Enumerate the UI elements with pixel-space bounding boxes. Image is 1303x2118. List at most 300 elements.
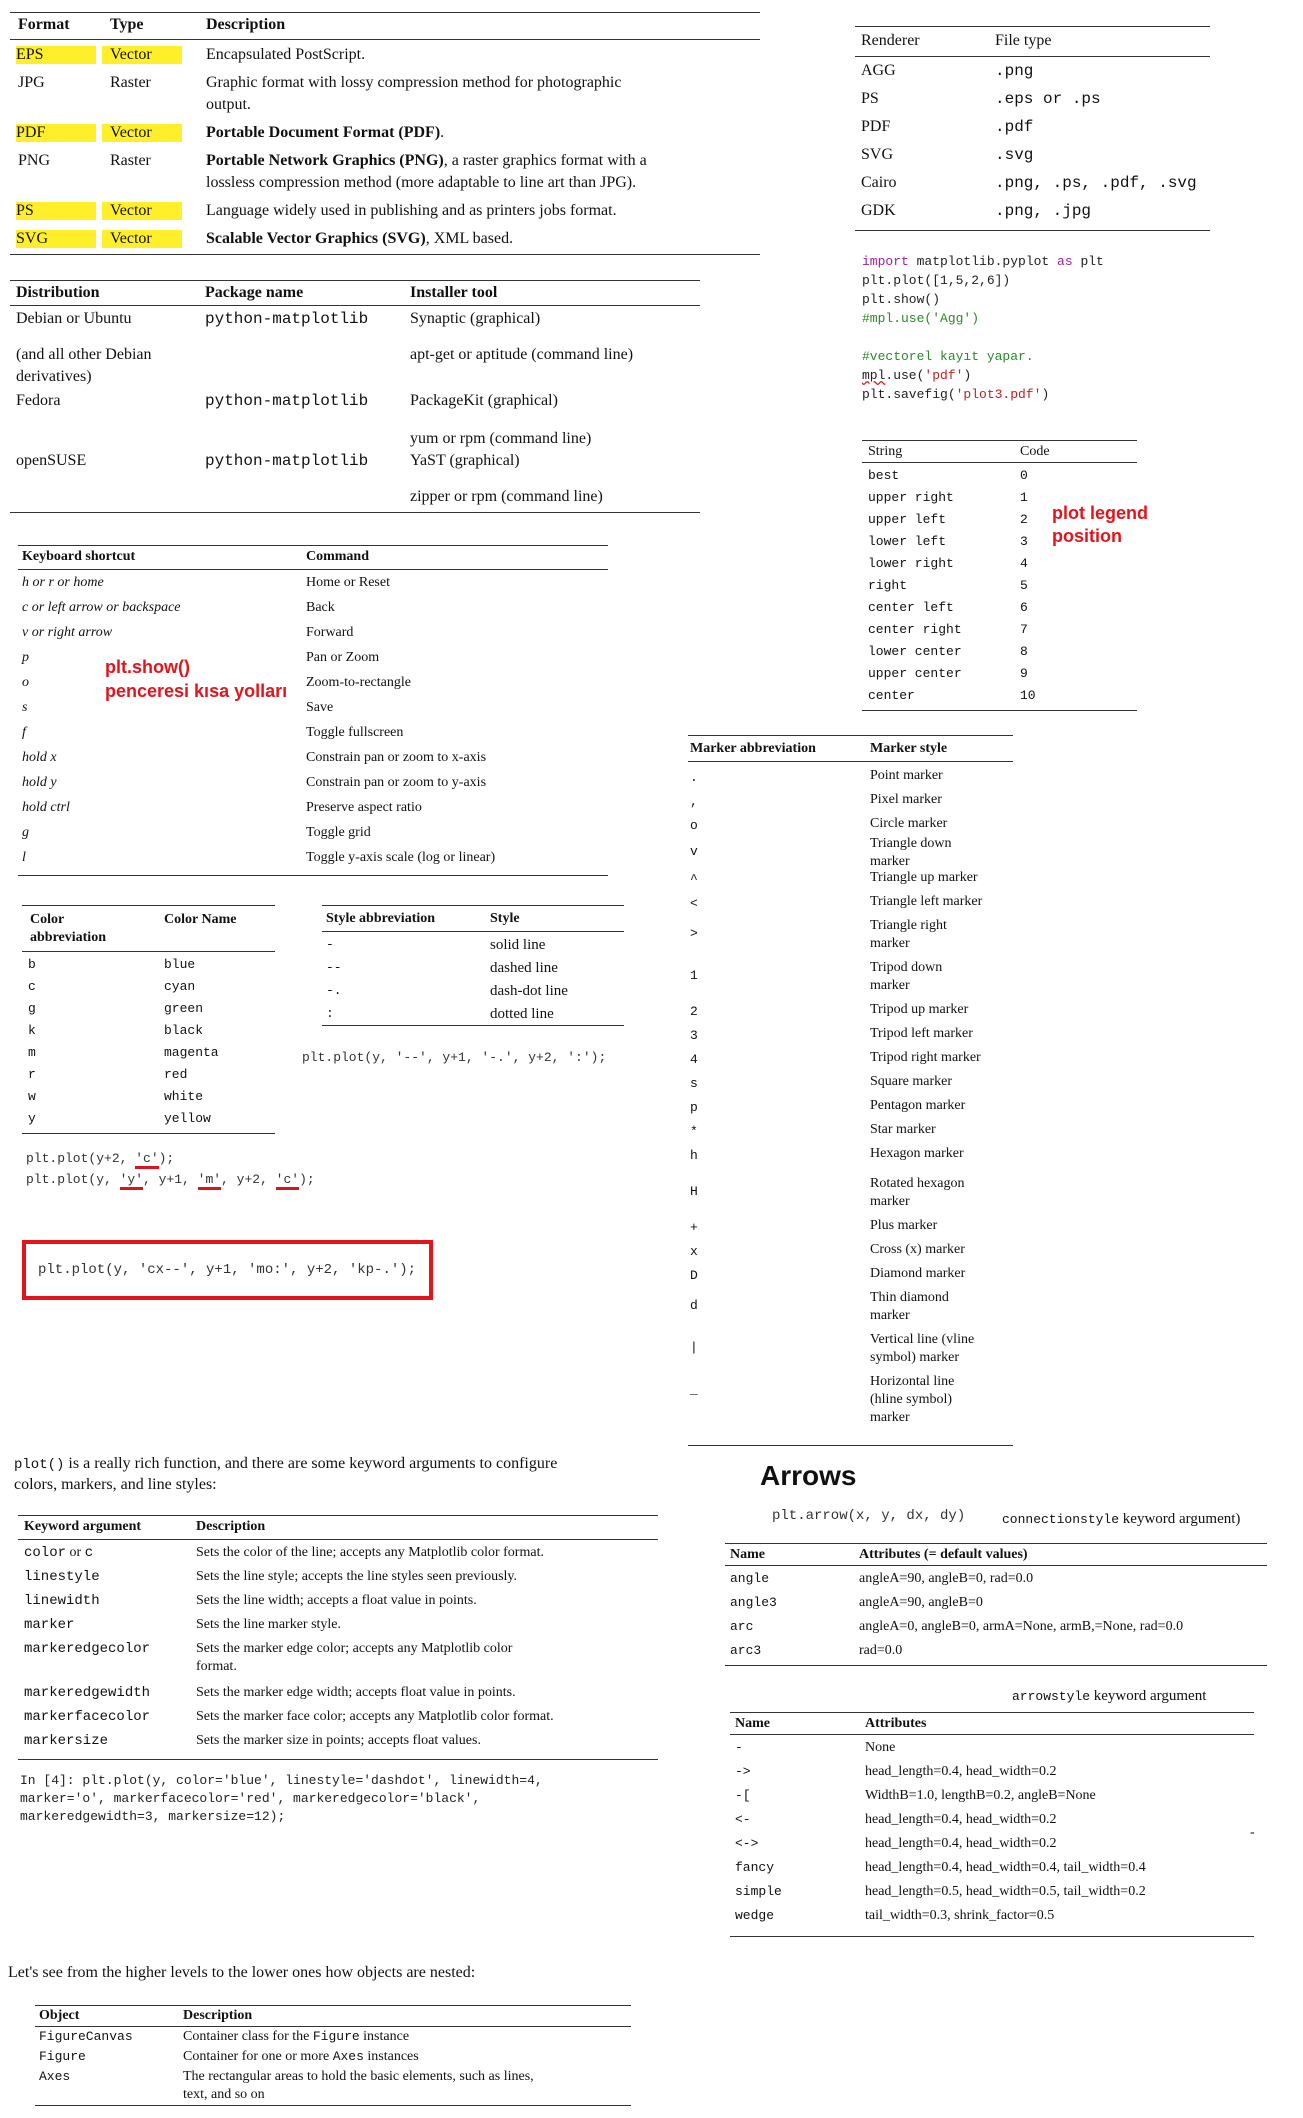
type-header: Type [110,16,144,33]
arrowstyle-name-cell: simple [735,1884,782,1899]
style-name-header: Name [735,1716,770,1731]
code-comment: #mpl.use('Agg') [862,311,980,326]
marker-style-cell [870,1049,981,1067]
connectionstyle-table [725,1543,1267,1667]
code-text: plt.plot(y, [26,1172,120,1187]
dist-cell: derivatives) [16,368,92,385]
format-cell: SVG [16,230,96,248]
code-line: markeredgewidth=3, markersize=12); [20,1809,286,1824]
kwarg-desc: Sets the line style; accepts the line styles seen previously. [196,1569,518,1584]
conn-attr-cell: angleA=0, angleB=0, armA=None, armB,=None, rad=0.0 [859,1619,1184,1634]
legend-string-cell: best [868,468,900,483]
conn-attr-cell: angleA=90, angleB=0, rad=0.0 [859,1571,1034,1586]
marker-style-cell [870,1331,974,1367]
legend-string-cell: center [868,688,915,703]
style-cell: dash-dot line [490,983,568,999]
tool-cell: apt-get or aptitude (command line) [410,346,634,363]
stray-mark: - [1250,1825,1255,1840]
marker-abbr-cell: H [690,1184,698,1199]
plot-intro [14,1454,674,1495]
pkg-cell: python-matplotlib [205,452,369,470]
object-desc-code: Axes [332,2049,364,2064]
marker-style-text: Thin diamond [870,1290,949,1305]
style-cell: solid line [490,937,546,953]
marker-style-cell [870,1073,952,1091]
legend-note [1052,502,1148,548]
filetype-header: File type [995,32,1052,49]
marker-style-text: Tripod up marker [870,1002,969,1017]
desc-bold: Portable Document Format (PDF) [206,124,441,141]
marker-style-text: Tripod left marker [870,1026,973,1041]
marker-style-cell [870,1001,968,1019]
code-line: plt.plot([1,5,2,6]) [862,273,1011,288]
marker-abbr-cell: h [690,1148,698,1163]
color-abbr-header-cont: abbreviation [30,930,106,945]
code-text: plt.savefig( [862,387,956,402]
marker-abbr-cell: x [690,1244,698,1259]
object-desc: The rectangular areas to hold the basic elements, such as lines, [183,2069,534,2084]
legend-code-cell: 0 [1020,468,1028,483]
marker-style-text: Plus marker [870,1218,938,1233]
legend-code-cell: 3 [1020,534,1028,549]
marker-abbr-cell: * [690,1124,698,1139]
marker-style-text: Triangle left marker [870,894,983,909]
marker-style-cell [870,1241,965,1259]
shortcut-key-cell: p [22,650,29,665]
format-cell: JPG [18,74,45,91]
kwarg-cell: marker [24,1617,75,1633]
code-line: In [4]: plt.plot(y, color='blue', linestyle='dashdot', linewidth=4, [20,1773,543,1788]
filetype-cell: .png, .jpg [995,202,1092,220]
conn-name-cell: arc [730,1619,754,1634]
shortcut-key-cell: h or r or home [22,575,104,590]
label-text: keyword argument) [1119,1511,1241,1527]
legend-string-cell: upper left [868,512,947,527]
marker-style-cell [870,1145,964,1163]
arrows-title: Arrows [760,1460,857,1491]
color-abbr-cell: r [28,1067,36,1082]
renderer-cell: Cairo [861,174,897,191]
string-header: String [868,444,903,459]
tool-cell: yum or rpm (command line) [410,430,592,447]
style-header: Style [490,911,520,926]
color-abbr-header: Color [30,912,65,927]
color-name-cell: green [164,1001,204,1016]
conn-attr-header: Attributes (= default values) [859,1547,1028,1562]
desc-cell: Graphic format with lossy compression method for photographic [206,74,622,91]
color-name-cell: blue [164,957,196,972]
style-abbr-cell: - [326,937,334,952]
desc-cell: . [440,124,445,141]
marker-style-text: Diamond marker [870,1266,966,1281]
filetype-cell: .png [995,62,1034,80]
color-abbr-cell: b [28,957,36,972]
shortcut-key-cell: v or right arrow [22,625,113,640]
object-desc-header: Description [183,2008,253,2023]
color-table [22,905,275,1135]
dist-cell: Debian or Ubuntu [16,310,132,327]
kwarg-cell: markerfacecolor [24,1709,151,1725]
style-abbr-cell: : [326,1006,334,1021]
boxed-code-frame [22,1240,433,1300]
color-abbr-cell: y [28,1111,36,1126]
marker-style-text: Horizontal line [870,1374,955,1389]
note-line: penceresi kısa yolları [105,681,288,701]
label-mono: arrowstyle [1012,1689,1091,1704]
legend-string-cell: center right [868,622,962,637]
marker-style-text: Cross (x) marker [870,1242,965,1257]
boxed-code: plt.plot(y, 'cx--', y+1, 'mo:', y+2, 'kp-.'); [38,1262,417,1278]
marker-style-cell [870,1121,936,1139]
color-name-cell: yellow [164,1111,211,1126]
color-code [26,1148,315,1190]
marker-abbr-cell: + [690,1220,698,1235]
marker-style-text: Hexagon marker [870,1146,964,1161]
code-text: plt [1072,254,1104,269]
tool-cell: PackageKit (graphical) [410,392,558,409]
nesting-intro: Let's see from the higher levels to the lower ones how objects are nested: [8,1964,476,1981]
color-name-cell: black [164,1023,204,1038]
filetype-cell: .svg [995,146,1034,164]
type-cell: Vector [102,202,182,220]
distribution-table [10,280,700,514]
code-line: plt.show() [862,292,941,307]
format-cell: PNG [18,152,51,169]
marker-style-cell [870,791,942,809]
legend-code-cell: 5 [1020,578,1028,593]
code-string: 'm' [198,1172,221,1190]
type-cell: Vector [102,124,182,142]
legend-code-cell: 10 [1020,688,1036,703]
format-header: Format [18,16,70,33]
intro-text: is a really rich function, and there are some keyword arguments to configure [64,1455,558,1472]
kwarg-desc: Sets the line width; accepts a float value in points. [196,1593,477,1608]
code-text: mpl [862,368,886,383]
legend-position-table [862,440,1137,712]
connectionstyle-label [1002,1511,1240,1528]
arrowstyle-name-cell: -[ [735,1788,751,1803]
marker-style-text: Point marker [870,768,943,783]
arrowstyle-name-cell: <-> [735,1836,759,1851]
note-line: position [1052,526,1122,546]
note-line: plt.show() [105,657,190,677]
kwarg-desc: Sets the marker face color; accepts any Matplotlib color format. [196,1709,554,1724]
arrowstyle-attr-cell: head_length=0.5, head_width=0.5, tail_width=0.2 [865,1884,1146,1899]
marker-style-cell [870,1175,964,1211]
pkg-cell: python-matplotlib [205,310,369,328]
desc-bold: Scalable Vector Graphics (SVG) [206,230,426,247]
style-attr-header: Attributes [865,1716,927,1731]
code-keyword: import [862,254,909,269]
dist-cell: (and all other Debian [16,346,152,363]
kwarg-cell: linestyle [24,1569,100,1585]
code-text: ); [158,1151,175,1166]
marker-style-text-cont: marker [870,1308,910,1323]
legend-string-cell: upper right [868,490,954,505]
tool-cell: Synaptic (graphical) [410,310,541,327]
marker-style-text-cont: marker [870,1194,910,1209]
marker-abbr-cell: p [690,1100,698,1115]
marker-style-text: Vertical line (vline [870,1332,975,1347]
style-table [322,905,624,1027]
marker-abbr-cell: v [690,844,698,859]
marker-abbr-cell: _ [690,1382,698,1397]
marker-style-cell [870,1025,973,1043]
code-text: plt.plot(y+2, [26,1151,136,1166]
legend-code-cell: 9 [1020,666,1028,681]
color-name-header: Color Name [164,912,237,927]
marker-style-text: Star marker [870,1122,936,1137]
arrowstyle-table [730,1712,1254,1938]
code-text: .use( [885,368,925,383]
marker-style-cell [870,1373,954,1427]
object-cell: FigureCanvas [39,2029,133,2044]
desc-cell-cont: lossless compression method (more adaptable to line art than JPG). [206,174,637,191]
color-name-cell: cyan [164,979,196,994]
code-keyword: as [1057,254,1073,269]
shortcut-table [18,545,608,877]
code-string: 'pdf' [924,368,964,383]
marker-style-cell [870,893,982,911]
marker-abbr-cell: d [690,1298,698,1313]
marker-style-cell [870,1217,937,1235]
shortcut-command-cell: Back [306,600,335,615]
color-abbr-cell: w [28,1089,36,1104]
filetype-cell: .png, .ps, .pdf, .svg [995,174,1197,192]
code-text: , y+2, [221,1172,276,1187]
shortcut-command-cell: Constrain pan or zoom to y-axis [306,775,487,790]
tool-cell: YaST (graphical) [410,452,520,469]
style-cell: dotted line [490,1006,554,1022]
shortcut-command-cell: Zoom-to-rectangle [306,675,411,690]
object-cell: Axes [39,2069,71,2084]
kwarg-cell: linewidth [24,1593,100,1609]
marker-style-text-cont: marker [870,1410,910,1425]
renderer-cell: SVG [861,146,894,163]
legend-string-cell: right [868,578,908,593]
code-word: plot() [14,1457,65,1473]
legend-code-cell: 7 [1020,622,1028,637]
arrowstyle-name-cell: - [735,1740,743,1755]
arrowstyle-attr-cell: head_length=0.4, head_width=0.2 [865,1764,1057,1779]
shortcut-key-cell: c or left arrow or backspace [22,600,181,615]
renderer-cell: PDF [861,118,891,135]
arrowstyle-name-cell: wedge [735,1908,775,1923]
arrowstyle-attr-cell: tail_width=0.3, shrink_factor=0.5 [865,1908,1055,1923]
style-code: plt.plot(y, '--', y+1, '-.', y+2, ':'); [302,1050,607,1065]
marker-style-text: Square marker [870,1074,953,1089]
legend-string-cell: upper center [868,666,962,681]
desc-cell: , a raster graphics format with a [443,152,647,169]
object-cell: Figure [39,2049,86,2064]
arrowstyle-label [1012,1688,1206,1705]
shortcut-key-cell: g [22,825,29,840]
installer-header: Installer tool [410,284,498,301]
kwarg-desc: Sets the color of the line; accepts any Matplotlib color format. [196,1545,544,1560]
legend-string-cell: lower center [868,644,962,659]
desc-cell: Encapsulated PostScript. [206,46,366,63]
desc-cell-cont: output. [206,96,251,113]
marker-style-text: Triangle up marker [870,870,978,885]
object-desc-code: Figure [312,2029,360,2044]
legend-string-cell: lower left [868,534,947,549]
command-header: Command [306,549,370,564]
intro-text: colors, markers, and line styles: [14,1476,217,1493]
legend-code-cell: 2 [1020,512,1028,527]
conn-name-cell: angle3 [730,1595,777,1610]
renderer-cell: PS [861,90,879,107]
desc-cell: Language widely used in publishing and as printers jobs format. [206,202,617,219]
marker-abbr-cell: 3 [690,1028,698,1043]
kwarg-cell: markeredgewidth [24,1685,151,1701]
style-abbr-header: Style abbreviation [326,911,436,926]
type-cell: Vector [102,46,182,64]
style-cell: dashed line [490,960,558,976]
shortcut-command-cell: Pan or Zoom [306,650,380,665]
shortcut-note [105,655,287,703]
shortcut-command-cell: Toggle grid [306,825,371,840]
legend-string-cell: center left [868,600,954,615]
object-desc: instances [363,2049,419,2064]
code-text: ) [1041,387,1050,402]
marker-abbr-cell: D [690,1268,698,1283]
filetype-cell: .eps or .ps [995,90,1101,108]
shortcut-command-cell: Toggle y-axis scale (log or linear) [306,850,496,865]
shortcut-command-cell: Preserve aspect ratio [306,800,422,815]
arrow-code: plt.arrow(x, y, dx, dy) [772,1508,966,1524]
code-text: ) [963,368,972,383]
label-mono: connectionstyle [1002,1512,1120,1527]
conn-attr-cell: angleA=90, angleB=0 [859,1595,983,1610]
code-string: 'y' [120,1172,143,1190]
marker-abbr-cell: > [690,926,698,941]
kwarg-header: Keyword argument [24,1519,142,1534]
format-cell: EPS [16,46,96,64]
kwarg-cell: markeredgecolor [24,1641,151,1657]
kwarg-cell: markersize [24,1733,109,1749]
marker-abbr-cell: . [690,770,698,785]
object-header: Object [39,2008,80,2023]
type-cell: Raster [110,74,151,91]
marker-style-cell [870,835,952,871]
marker-abbr-cell: 2 [690,1004,698,1019]
description-header: Description [206,16,286,33]
marker-style-cell [870,917,947,953]
legend-string-cell: lower right [868,556,954,571]
arrowstyle-name-cell: <- [735,1812,751,1827]
marker-style-text: Triangle right [870,918,947,933]
color-name-cell: magenta [164,1045,219,1060]
marker-abbr-header: Marker abbreviation [690,741,816,756]
legend-code-cell: 8 [1020,644,1028,659]
marker-style-text-cont: marker [870,978,910,993]
shortcut-command-cell: Forward [306,625,354,640]
format-table [10,12,760,257]
shortcut-command-cell: Home or Reset [306,575,390,590]
kwarg-desc: Sets the marker edge width; accepts float value in points. [196,1685,516,1700]
code-line: marker='o', markerfacecolor='red', markeredgecolor='black', [20,1791,481,1806]
color-abbr-cell: c [28,979,36,994]
marker-abbr-cell: < [690,896,698,911]
object-desc: Container for one or more [183,2049,333,2064]
pkg-cell: python-matplotlib [205,392,369,410]
marker-style-cell [870,869,978,887]
code-text: matplotlib.pyplot [908,254,1058,269]
shortcut-command-cell: Constrain pan or zoom to x-axis [306,750,487,765]
kwarg-table [18,1515,658,1761]
shortcut-key-cell: s [22,700,28,715]
kwarg-or: or [66,1545,85,1560]
marker-style-cell [870,767,943,785]
arrowstyle-attr-cell: None [865,1740,896,1755]
kwarg-example [20,1772,543,1826]
marker-style-cell [870,1097,965,1115]
shortcut-key-cell: hold x [22,750,57,765]
label-text: keyword argument [1090,1688,1207,1704]
format-cell: PDF [16,124,96,142]
color-abbr-cell: g [28,1001,36,1016]
kwarg-desc-header: Description [196,1519,266,1534]
kwarg-desc: Sets the line marker style. [196,1617,342,1632]
nesting-table [35,2005,631,2107]
arrowstyle-name-cell: fancy [735,1860,775,1875]
color-abbr-cell: k [28,1023,36,1038]
distribution-header: Distribution [16,284,100,301]
marker-style-text: Circle marker [870,816,948,831]
kwarg-cell: c [84,1545,94,1561]
tool-cell: zipper or rpm (command line) [410,488,603,505]
marker-abbr-cell: o [690,818,698,833]
conn-attr-cell: rad=0.0 [859,1643,903,1658]
arrowstyle-attr-cell: head_length=0.4, head_width=0.2 [865,1836,1057,1851]
color-name-cell: white [164,1089,204,1104]
desc-cell: , XML based. [425,230,514,247]
marker-style-text-cont: marker [870,854,910,869]
format-cell: PS [16,202,96,220]
code-string: 'plot3.pdf' [955,387,1042,402]
code-comment: #vectorel kayıt yapar. [862,349,1034,364]
marker-style-cell [870,1265,965,1283]
marker-abbr-cell: , [690,794,698,809]
marker-abbr-cell: 1 [690,968,698,983]
marker-table [688,735,1013,1447]
renderer-cell: AGG [861,62,896,79]
marker-style-text: Tripod down [870,960,943,975]
code-text: ); [299,1172,315,1187]
dist-cell: Fedora [16,392,61,409]
code-string: 'c' [135,1151,158,1169]
color-name-cell: red [164,1067,188,1082]
marker-style-header: Marker style [870,741,948,756]
renderer-table [855,26,1210,232]
shortcut-key-cell: f [22,725,26,740]
kwarg-cell: color [24,1545,67,1561]
code-string: 'c' [276,1172,299,1190]
filetype-cell: .pdf [995,118,1034,136]
marker-abbr-cell: ^ [690,872,698,887]
marker-style-text-cont: marker [870,936,910,951]
marker-style-cell [870,1289,949,1325]
shortcut-header: Keyboard shortcut [22,549,136,564]
arrowstyle-attr-cell: head_length=0.4, head_width=0.2 [865,1812,1057,1827]
shortcut-key-cell: hold y [22,775,57,790]
shortcut-key-cell: o [22,675,29,690]
conn-name-cell: arc3 [730,1643,762,1658]
package-header: Package name [205,284,304,301]
shortcut-command-cell: Toggle fullscreen [306,725,404,740]
renderer-cell: GDK [861,202,896,219]
note-line: plot legend [1052,503,1148,523]
